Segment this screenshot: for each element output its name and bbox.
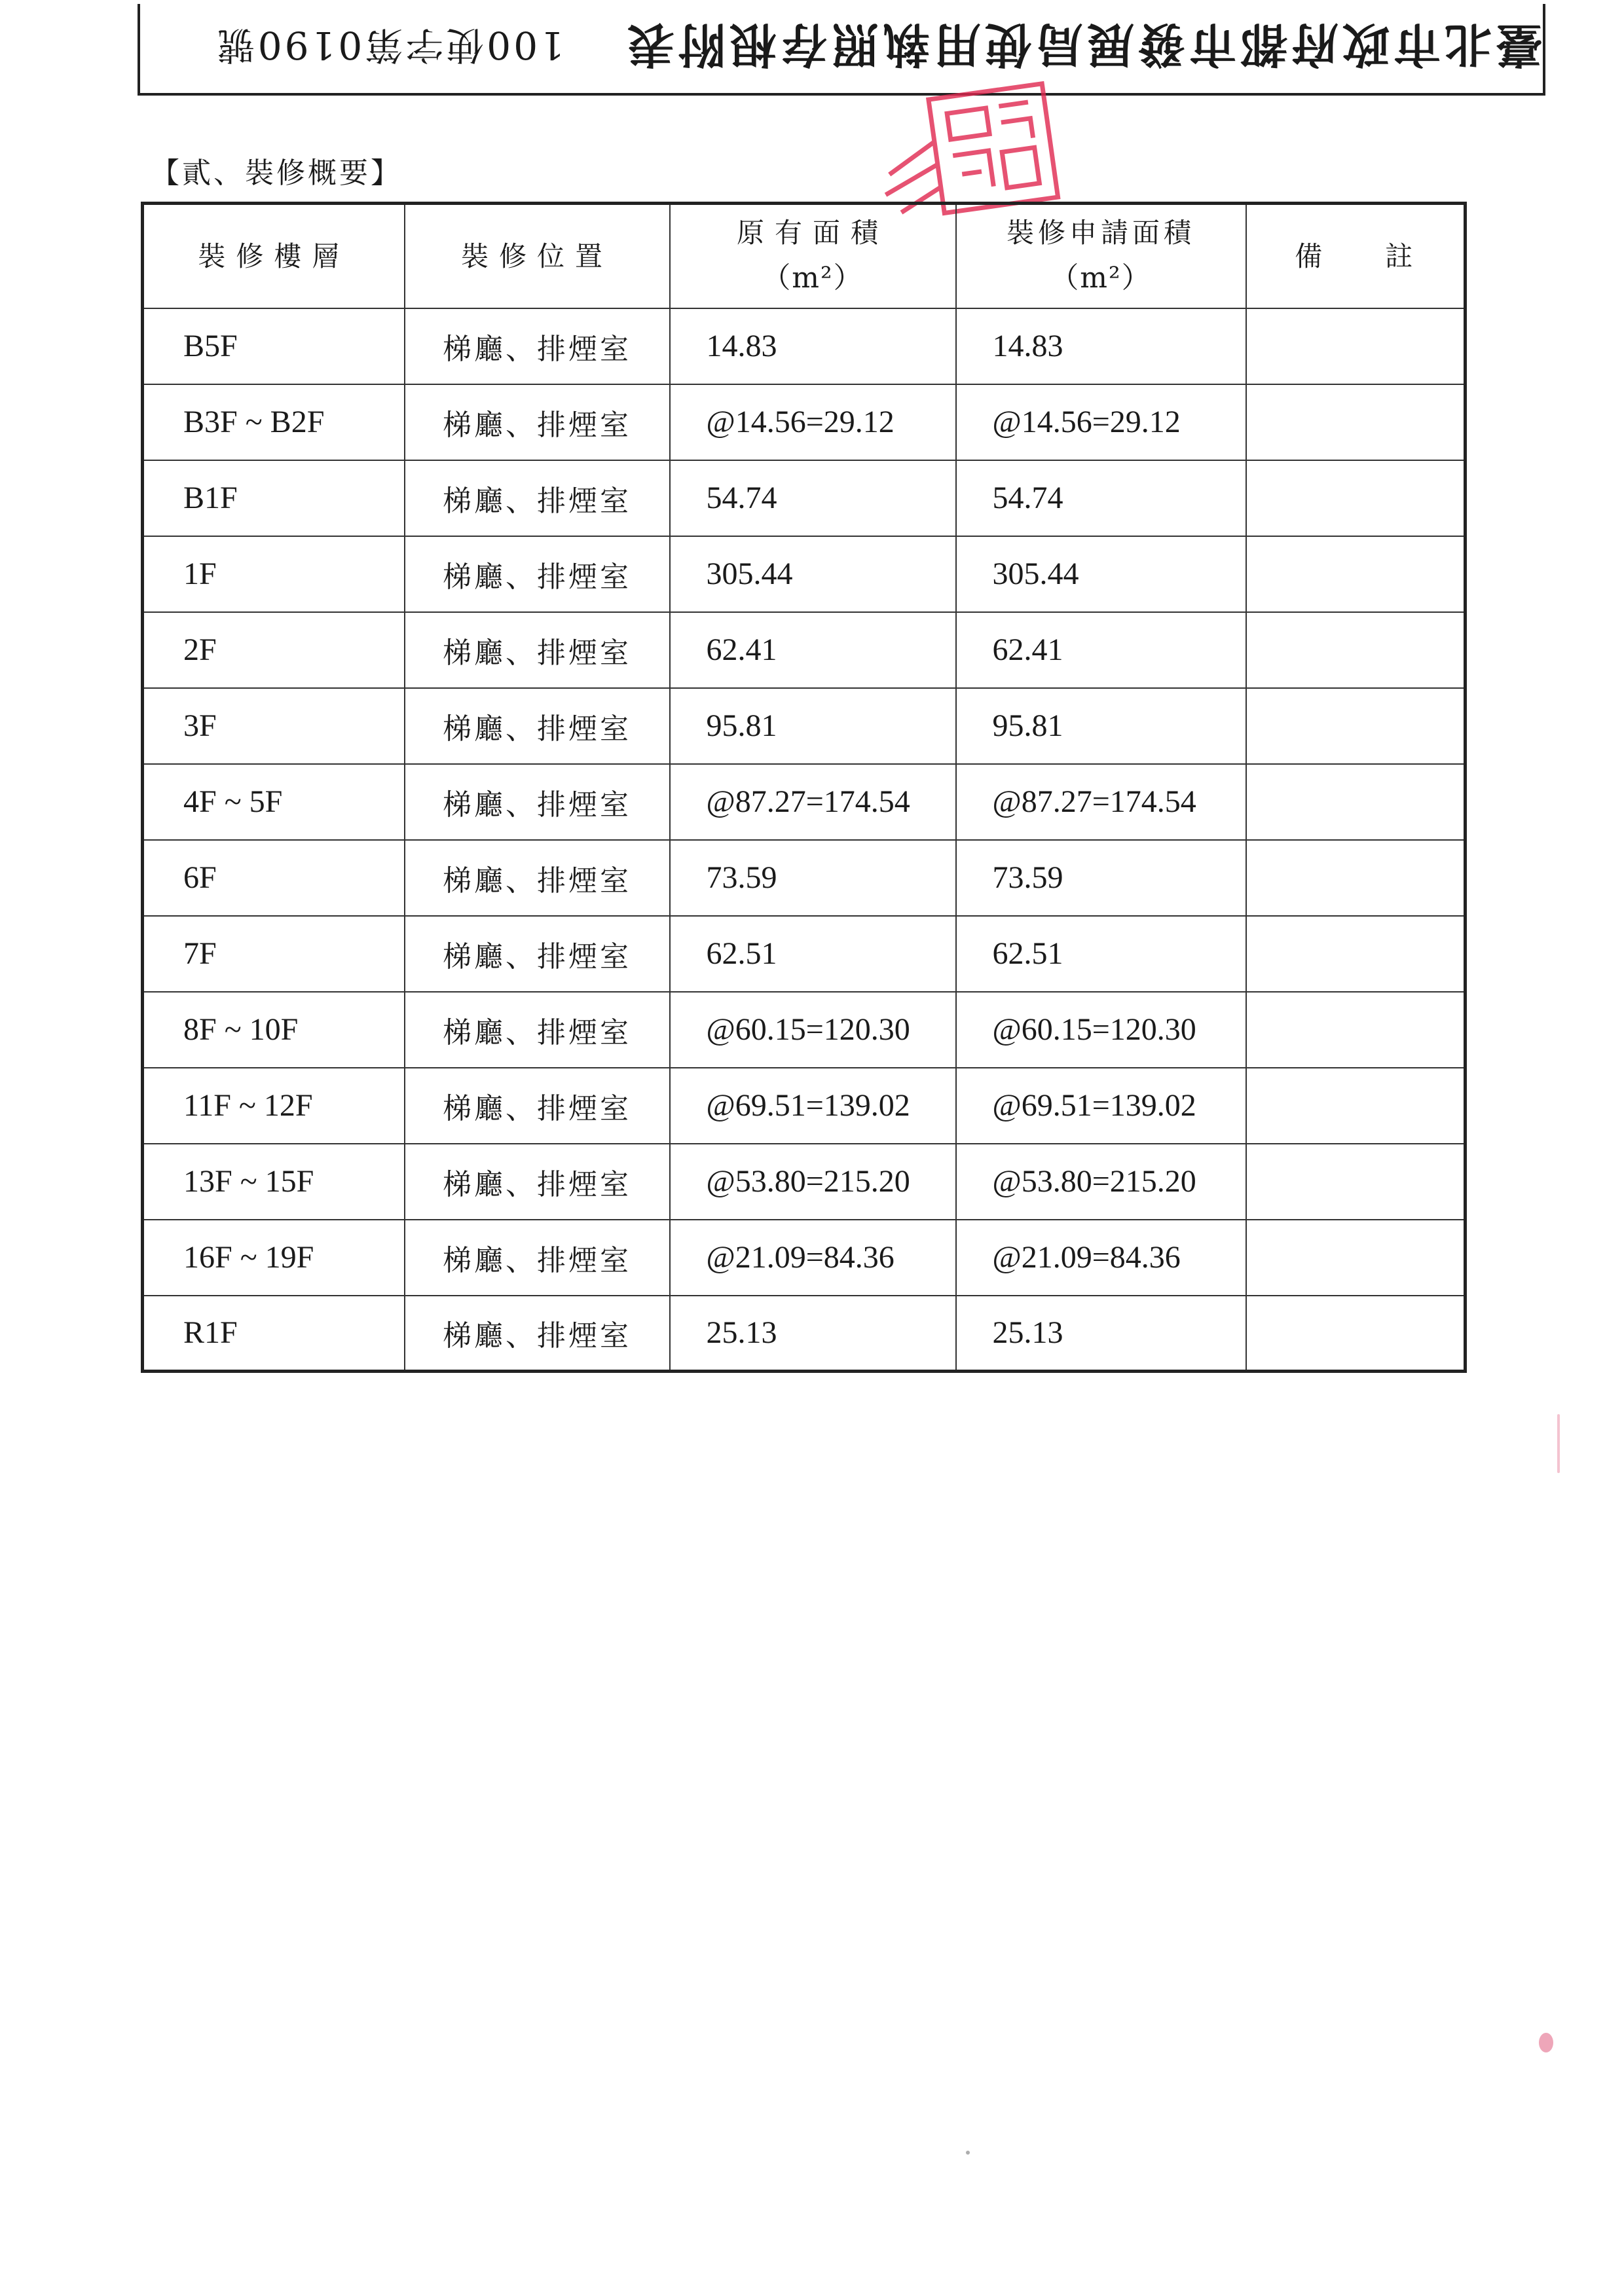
table-row: [143, 536, 1466, 612]
scan-speck: [966, 2151, 970, 2155]
document-banner: [138, 4, 1545, 96]
table-body: [143, 308, 1466, 1372]
remark-cell: [1246, 460, 1466, 536]
requested-area-cell: 14.83: [956, 308, 1246, 384]
location-cell: 梯廳、排煙室: [405, 916, 670, 992]
permit-number: 100使字第0190號: [214, 23, 564, 67]
floor-cell: 2F: [143, 612, 405, 688]
original-area-cell: @14.56=29.12: [670, 384, 956, 460]
header-original-area: [670, 204, 956, 308]
table-row: [143, 384, 1466, 460]
original-area-cell: 62.41: [670, 612, 956, 688]
header-floor: 裝修樓層: [143, 204, 405, 308]
original-area-cell: 305.44: [670, 536, 956, 612]
original-area-cell: 62.51: [670, 916, 956, 992]
original-area-cell: @69.51=139.02: [670, 1068, 956, 1144]
remark-cell: [1246, 612, 1466, 688]
header-original-area-unit: （m²）: [762, 261, 864, 295]
floor-cell: B3F ~ B2F: [143, 384, 405, 460]
floor-cell: 3F: [143, 688, 405, 764]
table-row: [143, 840, 1466, 916]
location-cell: 梯廳、排煙室: [405, 1296, 670, 1372]
table-row: [143, 612, 1466, 688]
original-area-cell: 95.81: [670, 688, 956, 764]
floor-cell: 1F: [143, 536, 405, 612]
requested-area-cell: 73.59: [956, 840, 1246, 916]
location-cell: 梯廳、排煙室: [405, 384, 670, 460]
renovation-summary-table: [141, 202, 1467, 1373]
location-cell: 梯廳、排煙室: [405, 460, 670, 536]
remark-cell: [1246, 1220, 1466, 1296]
requested-area-cell: @21.09=84.36: [956, 1220, 1246, 1296]
remark-cell: [1246, 688, 1466, 764]
floor-cell: B5F: [143, 308, 405, 384]
table-row: [143, 916, 1466, 992]
remark-cell: [1246, 536, 1466, 612]
requested-area-cell: @14.56=29.12: [956, 384, 1246, 460]
remark-cell: [1246, 840, 1466, 916]
location-cell: 梯廳、排煙室: [405, 688, 670, 764]
remark-cell: [1246, 992, 1466, 1068]
table-row: [143, 308, 1466, 384]
floor-cell: 11F ~ 12F: [143, 1068, 405, 1144]
table-row: [143, 992, 1466, 1068]
table-row: [143, 1068, 1466, 1144]
scan-speck: [1539, 2033, 1553, 2052]
floor-cell: B1F: [143, 460, 405, 536]
location-cell: 梯廳、排煙室: [405, 1068, 670, 1144]
original-area-cell: 54.74: [670, 460, 956, 536]
location-cell: 梯廳、排煙室: [405, 1144, 670, 1220]
banner-title: 臺北市政府都市發展局使用執照存根附表: [623, 17, 1543, 73]
requested-area-cell: 54.74: [956, 460, 1246, 536]
original-area-cell: @53.80=215.20: [670, 1144, 956, 1220]
requested-area-cell: 62.41: [956, 612, 1246, 688]
location-cell: 梯廳、排煙室: [405, 308, 670, 384]
floor-cell: 13F ~ 15F: [143, 1144, 405, 1220]
remark-cell: [1246, 916, 1466, 992]
floor-cell: 8F ~ 10F: [143, 992, 405, 1068]
floor-cell: 6F: [143, 840, 405, 916]
location-cell: 梯廳、排煙室: [405, 764, 670, 840]
header-original-area-label: 原有面積: [736, 217, 889, 249]
scan-speck: [1557, 1414, 1560, 1473]
floor-cell: 4F ~ 5F: [143, 764, 405, 840]
banner-rotated-text: [140, 4, 1545, 93]
header-remarks: 備 註: [1246, 204, 1466, 308]
table-row: [143, 1220, 1466, 1296]
requested-area-cell: 25.13: [956, 1296, 1246, 1372]
floor-cell: 7F: [143, 916, 405, 992]
table-row: [143, 460, 1466, 536]
header-requested-area: [956, 204, 1246, 308]
remark-cell: [1246, 1144, 1466, 1220]
table-row: [143, 688, 1466, 764]
location-cell: 梯廳、排煙室: [405, 840, 670, 916]
original-area-cell: 25.13: [670, 1296, 956, 1372]
remark-cell: [1246, 308, 1466, 384]
requested-area-cell: 95.81: [956, 688, 1246, 764]
original-area-cell: @60.15=120.30: [670, 992, 956, 1068]
table-row: [143, 764, 1466, 840]
table-row: [143, 1144, 1466, 1220]
requested-area-cell: @69.51=139.02: [956, 1068, 1246, 1144]
location-cell: 梯廳、排煙室: [405, 612, 670, 688]
original-area-cell: 73.59: [670, 840, 956, 916]
requested-area-cell: @87.27=174.54: [956, 764, 1246, 840]
original-area-cell: @87.27=174.54: [670, 764, 956, 840]
table-row: [143, 1296, 1466, 1372]
remark-cell: [1246, 764, 1466, 840]
original-area-cell: 14.83: [670, 308, 956, 384]
original-area-cell: @21.09=84.36: [670, 1220, 956, 1296]
location-cell: 梯廳、排煙室: [405, 1220, 670, 1296]
remark-cell: [1246, 384, 1466, 460]
location-cell: 梯廳、排煙室: [405, 536, 670, 612]
requested-area-cell: @60.15=120.30: [956, 992, 1246, 1068]
requested-area-cell: 62.51: [956, 916, 1246, 992]
floor-cell: R1F: [143, 1296, 405, 1372]
location-cell: 梯廳、排煙室: [405, 992, 670, 1068]
header-location: 裝修位置: [405, 204, 670, 308]
requested-area-cell: @53.80=215.20: [956, 1144, 1246, 1220]
floor-cell: 16F ~ 19F: [143, 1220, 405, 1296]
requested-area-cell: 305.44: [956, 536, 1246, 612]
section-heading: 【貳、裝修概要】: [151, 156, 402, 190]
header-requested-area-unit: （m²）: [1050, 261, 1152, 295]
header-requested-area-label: 裝修申請面積: [1006, 217, 1195, 249]
remark-cell: [1246, 1296, 1466, 1372]
table-header-row: [143, 204, 1466, 308]
remark-cell: [1246, 1068, 1466, 1144]
